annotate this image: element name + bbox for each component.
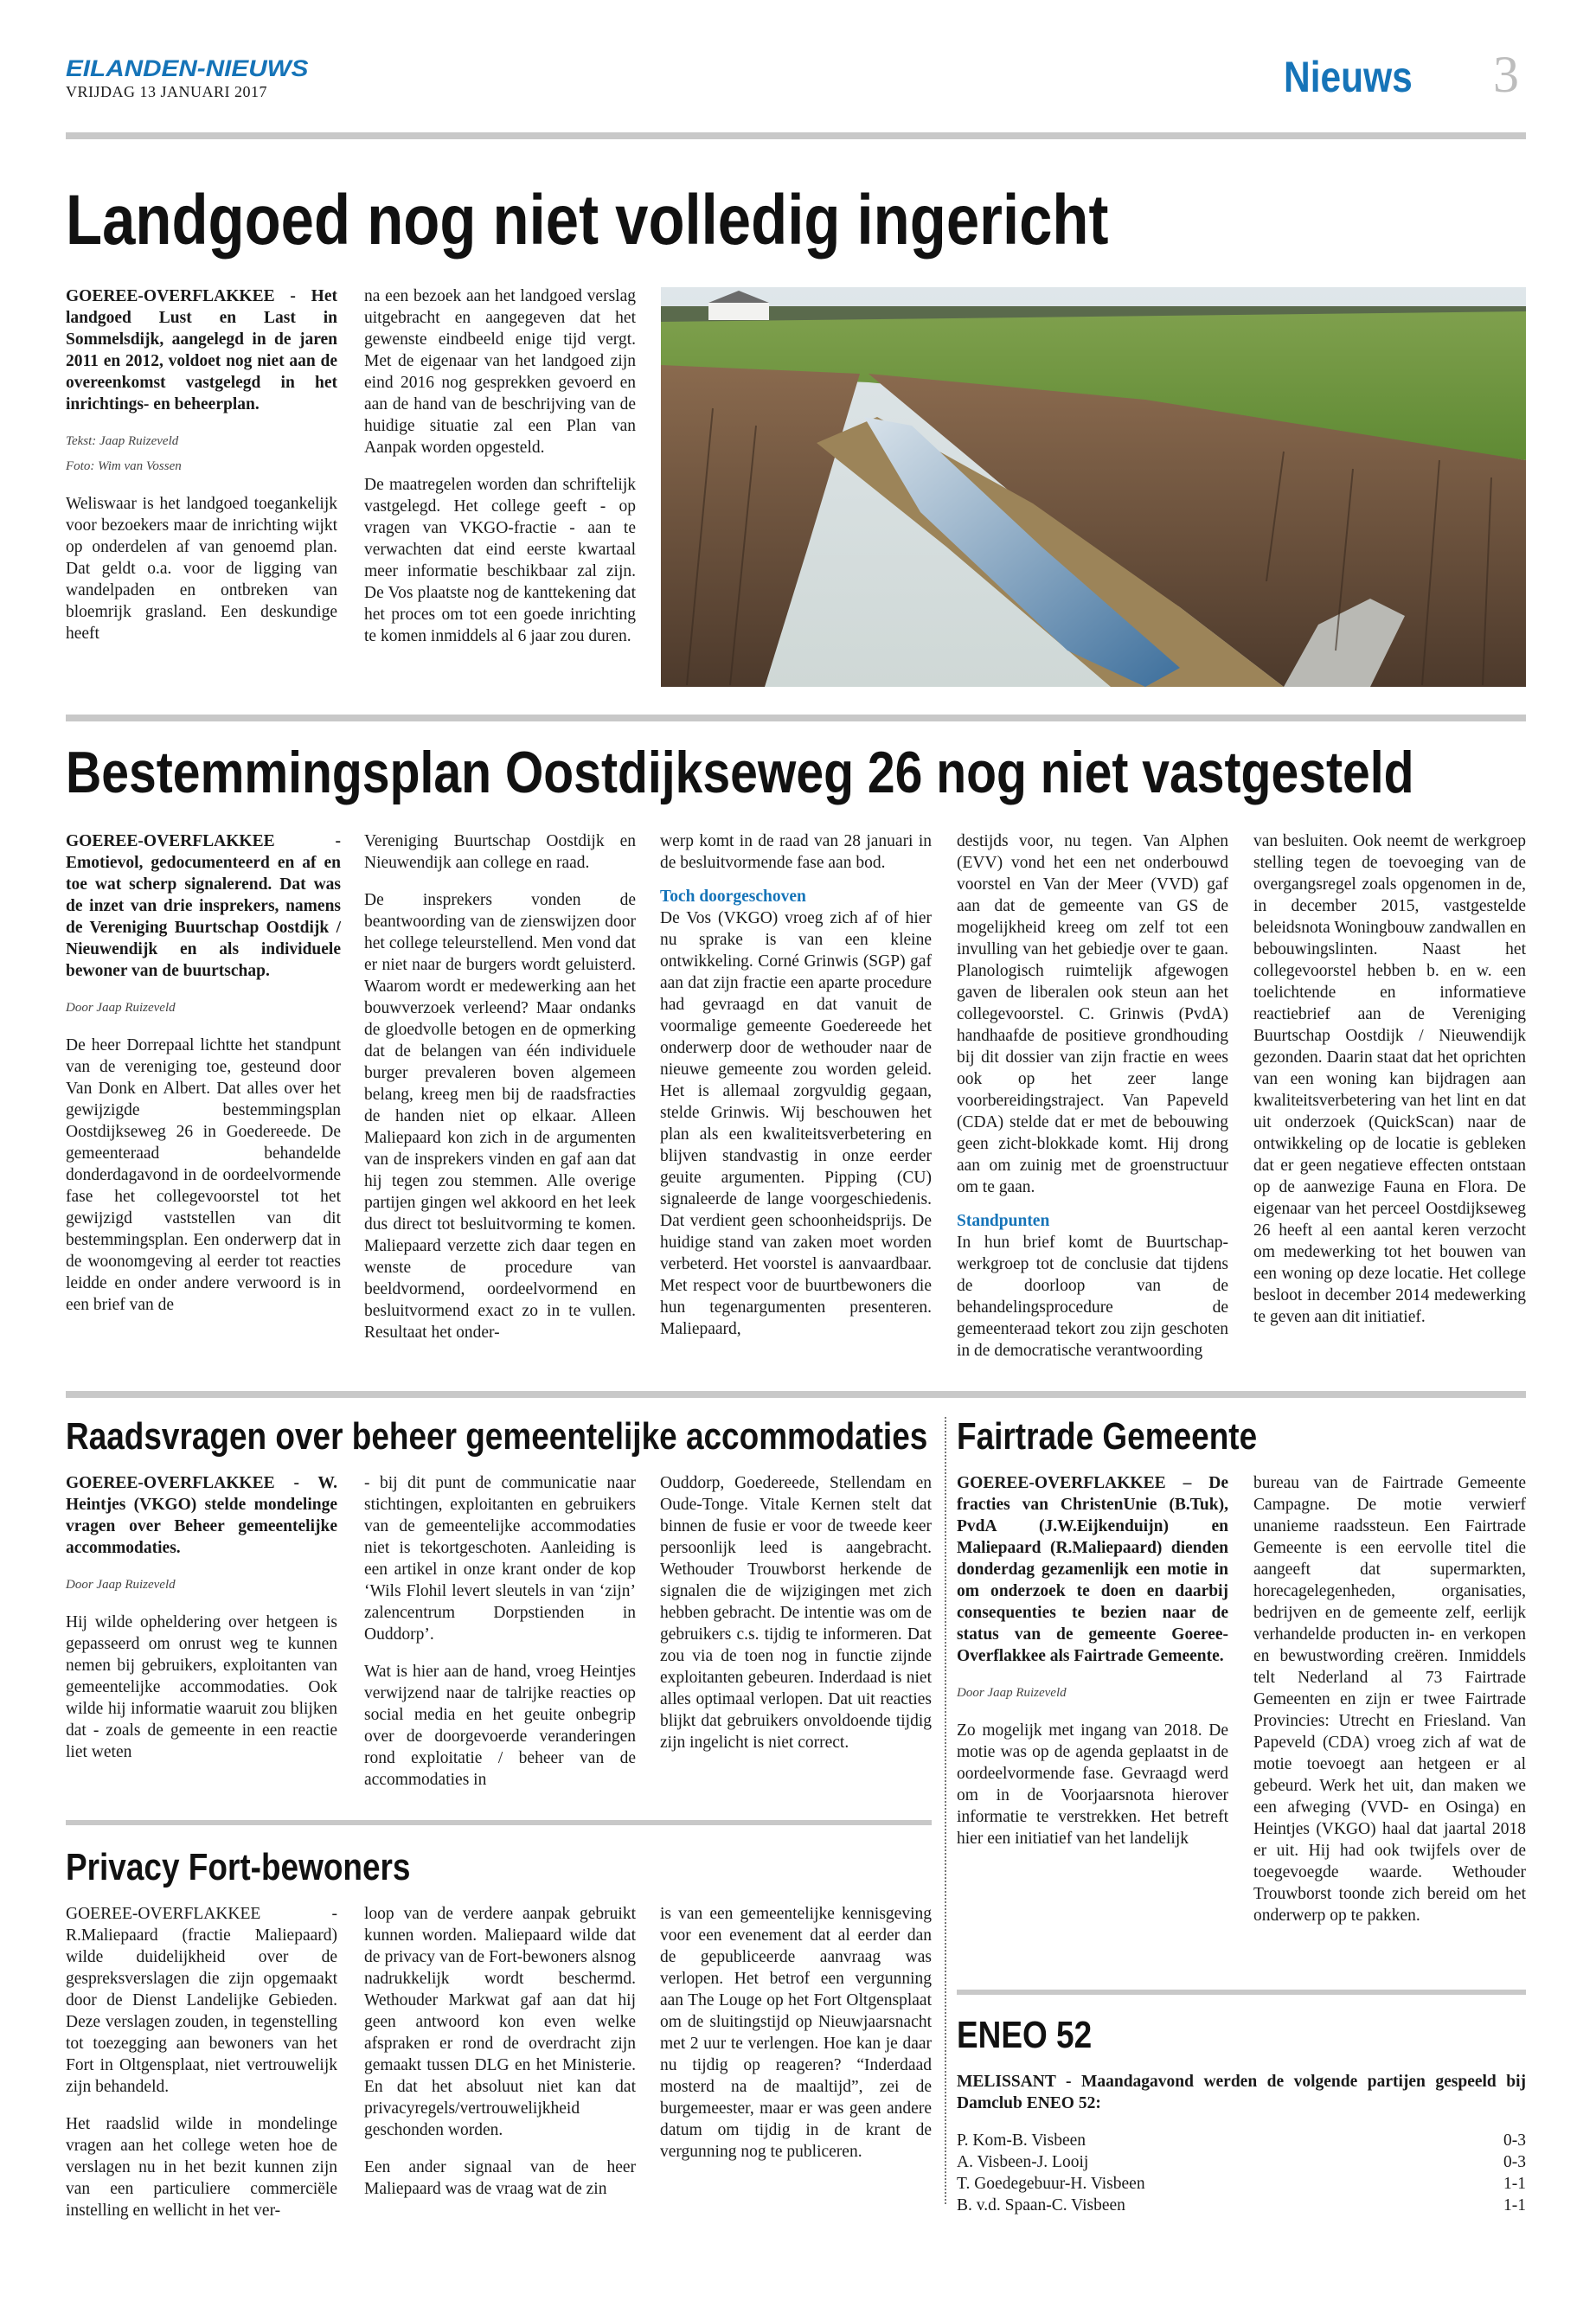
article1-paragraph: Weliswaar is het landgoed toegankelijk voor bezoekers maar de inrichting wijkt op onderdelen af van genoemd plan. Dat geldt o.a. voor de ligging van wandelpaden en ontbreken van bloemrijk grasland. Een deskundige heeft [66, 495, 337, 643]
article5-col2 [364, 1903, 636, 2200]
article3-headline: Raadsvragen over beheer gemeentelijke accommodaties [66, 1415, 928, 1458]
result-score: 0-3 [1503, 2153, 1526, 2171]
result-row [957, 2151, 1526, 2173]
article4-lead: GOEREE-OVERFLAKKEE – De fracties van ChristenUnie (B.Tuk), PvdA (J.W.Eijkenduijn) en Maliepaard (R.Maliepaard) dienden donderdag gezamenlijk een motie in om onderzoek te doen en daarbij consequenties te bezien naar de status van de gemeente Goeree-Overflakkee als Fairtrade Gemeente. [957, 1474, 1228, 1665]
article2-byline: Door Jaap Ruizeveld [66, 1001, 176, 1015]
result-match: P. Kom-B. Visbeen [957, 2131, 1086, 2150]
article5-col3 [660, 1903, 932, 2163]
section-divider [66, 1391, 1526, 1398]
article2-paragraph: van besluiten. Ook neemt de werkgroep stelling tegen de toevoeging van de overgangsregel zoals opgenomen in de, in december 2015, vastgestelde beleidsnota Woningbouw zandwallen en bebouwingslinten. Naast het collegevoorstel hebben b. en w. een toelichtende en informatieve reactiebrief aan de Vereniging Buurtschap Oostdijk / Nieuwendijk gezonden. Daarin staat dat het oprichten van een woning kan bijdragen aan kwaliteitsverbetering van het lint en dat uit onderzoek (QuickScan) naar de ontwikkeling op de locatie is gebleken dat er geen negatieve effecten ontstaan op de aanwezige Fauna en Flora. De eigenaar van het perceel Oostdijkseweg 26 heeft al een aantal keren verzocht om medewerking tot het bouwen van een woning op deze locatie. Het college besloot in december 2014 medewerking te geven aan dit initiatief. [1253, 832, 1526, 1326]
article5-paragraph: loop van de verdere aanpak gebruikt kunnen worden. Maliepaard wilde dat de privacy van de Fort-bewoners alsnog nadrukkelijk wordt beschermd. Wethouder Markwat gaf aan dat hij geen antwoord kon even welke afspraken er rond de overdracht zijn gemaakt tussen DLG en het Ministerie. En dat het absoluut niet kan dat privacyregels/vertrouwelijkheid geschonden worden. [364, 1905, 636, 2139]
article4-col2 [1253, 1472, 1526, 1926]
result-row [957, 2173, 1526, 2195]
result-score: 1-1 [1503, 2196, 1526, 2214]
article2-paragraph: werp komt in de raad van 28 januari in de besluitvormende fase aan bod. [660, 832, 932, 872]
masthead-logo: EILANDEN-NIEUWS [66, 55, 309, 81]
article2-col5 [1253, 830, 1526, 1328]
article1-paragraph: na een bezoek aan het landgoed verslag uitgebracht en aangegeven dat het gewenste eindbeeld enige tijd vergt. Met de eigenaar van het landgoed zijn eind 2016 nog gesprekken gevoerd en aan de hand van de beschrijving van de huidige situatie zal een Plan van Aanpak worden opgesteld. [364, 287, 636, 457]
article2-col3 [660, 830, 932, 1340]
article3-byline: Door Jaap Ruizeveld [66, 1578, 176, 1592]
article2-paragraph: De insprekers vonden de beantwoording van de zienswijzen door het college teleurstellend. Men vond dat er niet naar de burgers wordt geluisterd. Waarom wordt er medewerking aan het bouwverzoek verleend? Maar ondanks de gloedvolle betogen en de opmerking dat de belangen van één individuele burger prevaleren boven algemeen belang, kreeg men bij de raadsfracties de handen niet op elkaar. Alleen Maliepaard kon zich in de argumenten van de insprekers vinden en gaf aan dat hij tegen zou stemmen. Alle overige partijen gingen wel akkoord en het leek dus direct tot besluitvorming te komen. Maliepaard verzette zich daar tegen en wenste de procedure van beeldvormend, oordeelvormend en besluitvormend exact zo in te vullen. Resultaat het onder- [364, 891, 636, 1342]
section-divider [957, 1990, 1526, 1995]
article5-paragraph: GOEREE-OVERFLAKKEE - R.Maliepaard (fractie Maliepaard) wilde duidelijkheid over de gespreksverslagen die zijn opgemaakt door de Dienst Landelijke Gebieden. Deze verslagen zouden, in tegenstelling tot toezegging aan bewoners van het Fort in Oltgensplaat, niet vertrouwelijk zijn behandeld. [66, 1905, 337, 2096]
article1-headline: Landgoed nog niet volledig ingericht [66, 181, 1109, 260]
article2-headline: Bestemmingsplan Oostdijkseweg 26 nog niet vastgesteld [66, 740, 1414, 805]
article1-photo [661, 287, 1526, 687]
article2-col4 [957, 830, 1228, 1362]
result-row [957, 2195, 1526, 2216]
article5-paragraph: Het raadslid wilde in mondelinge vragen aan het college weten hoe de verslagen nu in het bezit kunnen zijn van een particuliere commerciële instelling en wellicht in het ver- [66, 2115, 337, 2220]
column-separator [945, 1417, 946, 2204]
article2-paragraph: De Vos (VKGO) vroeg zich af of hier nu sprake is van een kleine ontwikkeling. Corné Grinwis (SGP) gaf aan dat zijn fractie een aparte procedure had gevraagd en dat vanuit de voormalige gemeente Goedereede het onderwerp door de wethouder naar de nieuwe gemeente zou worden geleid. Het is allemaal zorgvuldig gegaan, stelde Grinwis. Wij beschouwen het plan als een kwaliteitsverbetering en blijven standvastig in onze eerder geuite argumenten. Pipping (CU) signaleerde de lange voorgeschiedenis. Dat verdient geen schoonheidsprijs. De huidige stand van zaken moet worden verbeterd. Het voorstel is aanvaardbaar. Met respect voor de buurtbewoners die hun tegenargumenten presenteren. Maliepaard, [660, 909, 932, 1338]
article4-paragraph: bureau van de Fairtrade Gemeente Campagne. De motie verwierf unanieme raadssteun. Een Fairtrade Gemeente is een eervolle titel die aangeeft dat supermarkten, horecagelegenheden, organisaties, bedrijven en de gemeente zelf, eerlijk verhandelde producten in- en verkopen en bewustwording creëren. Inmiddels telt Nederland al 73 Fairtrade Gemeenten en zijn er twee Fairtrade Provincies: Utrecht en Friesland. Van Papeveld (CDA) vroeg zich af wat de motie toevoegt aan hetgeen er al gebeurd. Werk het uit, dan maken we een afweging (VVD- en Osinga) en Heintjes (VKGO) haal dat jaartal 2018 er uit. Hij had ook twijfels over de toegevoegde waarde. Wethouder Trouwborst toonde zich bereid om het onderwerp op te pakken. [1253, 1474, 1526, 1925]
article2-paragraph: destijds voor, nu tegen. Van Alphen (EVV) vond het een net onderbouwd voorstel en Van der Meer (VVD) gaf aan dat de gemeente van GS de mogelijkheid kreeg om zelf tot een invulling van het gebiedje over te gaan. Planologisch ruimtelijk afgewogen gaven de liberalen ook steun aan het collegevoorstel. C. Grinwis (PvdA) handhaafde de positieve grondhouding bij dit dossier van zijn fractie en wees ook op het zeer lange voorbereidingstraject. Van Papeveld (CDA) stelde dat er met de bebouwing geen zicht-blokkade komt. Hij drong aan om zuinig met de groenstructuur om te gaan. [957, 832, 1228, 1196]
article3-col3 [660, 1472, 932, 1753]
section-divider [66, 1820, 932, 1825]
article1-paragraph: De maatregelen worden dan schriftelijk vastgelegd. Het college geeft - op vragen van VKGO-fractie - aan te verwachten dat eind eerste kwartaal meer informatie beschikbaar zal zijn. De Vos plaatste nog de kanttekening dat het proces om tot een goede inrichting te komen inmiddels al 6 jaar zou duren. [364, 476, 636, 645]
article5-headline: Privacy Fort-bewoners [66, 1846, 411, 1888]
result-match: A. Visbeen-J. Looij [957, 2153, 1089, 2171]
section-divider [66, 715, 1526, 721]
result-row [957, 2130, 1526, 2151]
article5-paragraph: Een ander signaal van de heer Maliepaard was de vraag wat de zin [364, 2158, 636, 2198]
article3-paragraph: Wat is hier aan de hand, vroeg Heintjes verwijzend naar de talrijke reacties op social media en het geuite onbegrip over de doorgevoerde veranderingen rond exploitatie / beheer van de accommodaties in [364, 1663, 636, 1789]
article4-col1 [957, 1472, 1228, 1849]
article2-paragraph: De heer Dorrepaal lichtte het standpunt van de vereniging toe, gesteund door Van Donk en Albert. Dat alles over het gewijzigde bestemmingsplan Oostdijkseweg 26 in Goedereede. De gemeenteraad behandelde donderdagavond in de oordeelvormende fase het collegevoorstel tot het gewijzigd vaststellen van dit bestemmingsplan. Een onderwerp dat in de woonomgeving al eerder tot reacties leidde en onder andere verwoord is in een brief van de [66, 1036, 341, 1314]
article1-byline-text: Tekst: Jaap Ruizeveld [66, 434, 179, 448]
section-title: Nieuws [1284, 53, 1413, 101]
article1-lead: GOEREE-OVERFLAKKEE - Het landgoed Lust en Last in Sommelsdijk, aangelegd in de jaren 2011 en 2012, voldoet nog niet aan de overeenkomst vastgelegd in het inrichtings- en beheerplan. [66, 287, 337, 413]
article4-headline: Fairtrade Gemeente [957, 1415, 1258, 1458]
article6-headline: ENEO 52 [957, 2014, 1093, 2056]
article3-paragraph: Hij wilde opheldering over hetgeen is gepasseerd om onrust weg te kunnen nemen bij gebruikers, exploitanten van gemeentelijke accommodaties. Ook wilde hij informatie waaruit zou blijken dat - zoals de gemeente in een reactie liet weten [66, 1613, 337, 1761]
article4-paragraph: Zo mogelijk met ingang van 2018. De motie was op de agenda geplaatst in de oordeelvormende fase. Gevraagd werd om in de Voorjaarsnota hierover informatie te verstrekken. Het betreft hier een initiatief van het landelijk [957, 1721, 1228, 1848]
article6-body [957, 2071, 1526, 2216]
article2-col1 [66, 830, 341, 1316]
article4-byline: Door Jaap Ruizeveld [957, 1686, 1067, 1700]
article3-col1 [66, 1472, 337, 1763]
result-match: B. v.d. Spaan-C. Visbeen [957, 2196, 1125, 2214]
article5-paragraph: is van een gemeentelijke kennisgeving voor een evenement dat al eerder dan de gepubliceerde aanvraag was verlopen. Het betrof een vergunning aan The Louge op het Fort Oltgensplaat om de sluitingstijd op Nieuwjaarsnacht met 2 uur te verlengen. Hoe kan je daar nu tijdig op reageren? “Inderdaad mosterd na de maaltijd”, zei de burgemeester, maar er was geen andere datum om tijdig in de krant de vergunning nog te publiceren. [660, 1905, 932, 2161]
article1-col2 [364, 285, 636, 647]
article3-paragraph: Ouddorp, Goedereede, Stellendam en Oude-Tonge. Vitale Kernen stelt dat binnen de fusie er voor de tweede keer persoonlijk leed is aangebracht. Wethouder Trouwborst herkende de signalen die de wijzigingen met zich hebben gebracht. De intentie was om de gebruikers c.s. tijdig te informeren. Dat zou via de toen nog in functie zijnde exploitanten gebeuren. Inderdaad is niet alles optimaal verlopen. Dat uit reacties blijkt dat gebruikers onvoldoende tijdig zijn ingelicht is niet correct. [660, 1474, 932, 1752]
result-score: 1-1 [1503, 2175, 1526, 2193]
photo-landscape-icon [661, 287, 1526, 687]
article2-lead: GOEREE-OVERFLAKKEE - Emotievol, gedocumenteerd en af en toe wat scherp signalerend. Dat was de inzet van drie insprekers, namens de Vereniging Buurtschap Oostdijk / Nieuwendijk en als individuele bewoner van de buurtschap. [66, 832, 341, 980]
article3-col2 [364, 1472, 636, 1791]
article5-col1 [66, 1903, 337, 2221]
article6-lead: MELISSANT - Maandagavond werden de volgende partijen gespeeld bij Damclub ENEO 52: [957, 2073, 1526, 2112]
issue-date: VRIJDAG 13 JANUARI 2017 [66, 83, 268, 100]
article2-paragraph: In hun brief komt de Buurtschap-werkgroep tot de conclusie dat tijdens de doorloop van de behandelingsprocedure de gemeenteraad tekort zou zijn geschoten in de democratische verantwoording [957, 1234, 1228, 1360]
header-divider [66, 132, 1526, 139]
article2-subheading: Standpunten [957, 1212, 1050, 1230]
article3-paragraph: - bij dit punt de communicatie naar stichtingen, exploitanten en gebruikers van de gemeentelijke accommodaties niet is tekortgeschoten. Aanleiding is een artikel in onze krant onder de kop ‘Wils Flohil levert sleutels in van ‘zijn’ zalencentrum Dorpstienden in Ouddorp’. [364, 1474, 636, 1644]
article1-byline-photo: Foto: Wim van Vossen [66, 459, 182, 473]
article3-lead: GOEREE-OVERFLAKKEE - W. Heintjes (VKGO) stelde mondelinge vragen over Beheer gemeentelijke accommodaties. [66, 1474, 337, 1557]
results-list [957, 2130, 1526, 2216]
article2-paragraph: Vereniging Buurtschap Oostdijk en Nieuwendijk aan college en raad. [364, 832, 636, 872]
result-match: T. Goedegebuur-H. Visbeen [957, 2175, 1145, 2193]
page-number: 3 [1493, 46, 1519, 103]
article1-col1 [66, 285, 337, 644]
article2-subheading: Toch doorgeschoven [660, 888, 806, 906]
article2-col2 [364, 830, 636, 1343]
result-score: 0-3 [1503, 2131, 1526, 2150]
